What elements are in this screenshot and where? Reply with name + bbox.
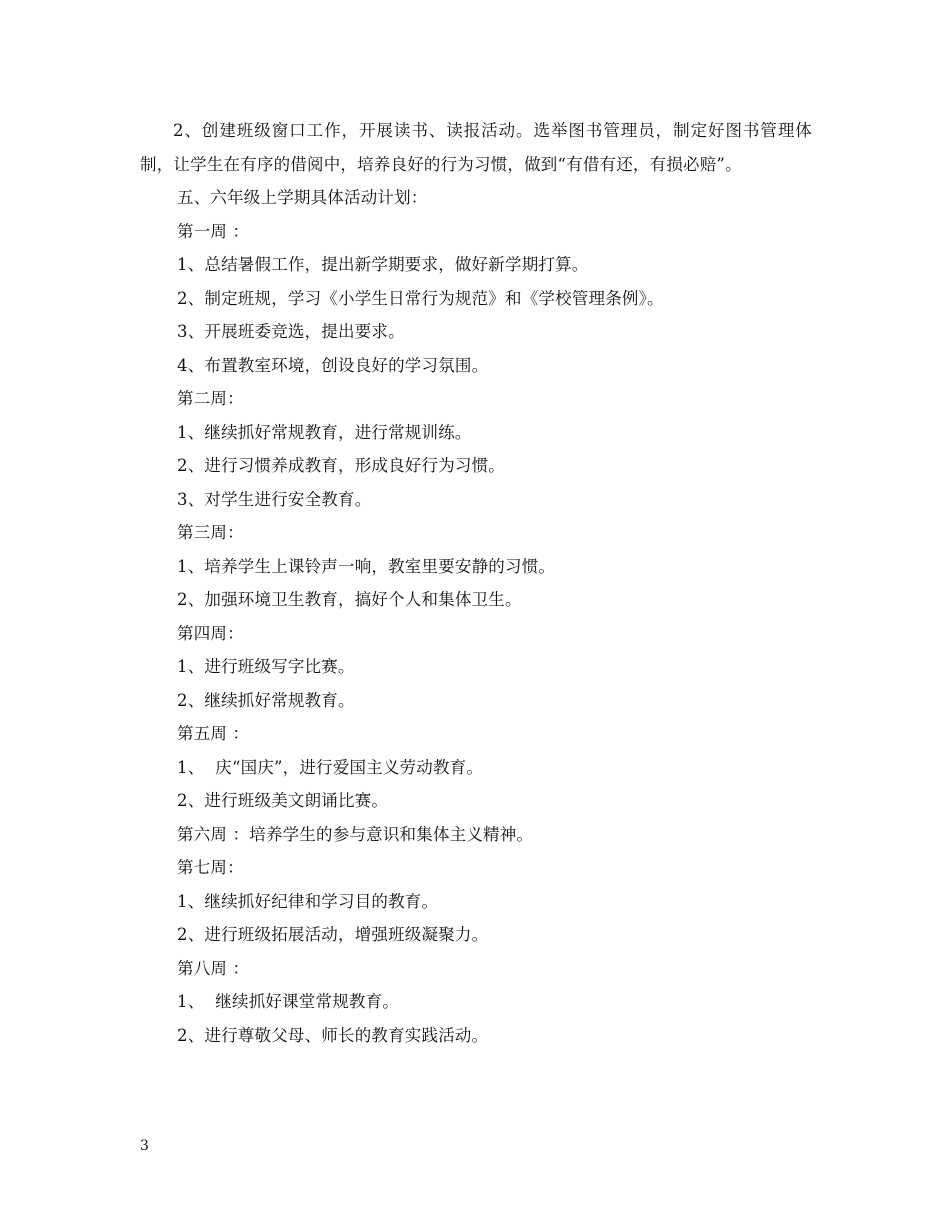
week-heading: 第四周： — [177, 623, 244, 643]
page-number: 3 — [140, 1138, 149, 1154]
plan-item: 2、进行班级美文朗诵比赛。 — [177, 791, 389, 810]
plan-item: 2、进行尊敬父母、师长的教育实践活动。 — [177, 1025, 489, 1045]
plan-item: 3、开展班委竞选，提出要求。 — [177, 322, 405, 341]
plan-item: 2、进行习惯养成教育，形成良好行为习惯。 — [177, 456, 505, 475]
plan-item: 1、 庆“国庆”，进行爱国主义劳动教育。 — [177, 757, 484, 777]
plan-item: 2、制定班规，学习《小学生日常行为规范》和《学校管理条例》。 — [177, 288, 664, 308]
plan-item: 2、加强环境卫生教育，搞好个人和集体卫生。 — [177, 590, 522, 609]
plan-item: 2、进行班级拓展活动，增强班级凝聚力。 — [177, 925, 489, 944]
plan-item: 2、继续抓好常规教育。 — [177, 690, 355, 710]
plan-item: 1、继续抓好纪律和学习目的教育。 — [177, 891, 439, 911]
plan-item: 1、继续抓好常规教育，进行常规训练。 — [177, 422, 472, 442]
week-heading: 第六周 ：培养学生的参与意识和集体主义精神。 — [177, 824, 534, 844]
week-heading: 第二周： — [177, 389, 244, 408]
plan-heading: 五、六年级上学期具体活动计划： — [177, 188, 428, 207]
week-heading: 第五周 ： — [177, 724, 250, 743]
week-heading: 第一周 ： — [177, 221, 250, 241]
week-heading: 第三周： — [177, 523, 244, 542]
week-heading: 第八周 ： — [177, 958, 250, 978]
plan-item: 1、进行班级写字比赛。 — [177, 657, 355, 676]
plan-item: 1、总结暑假工作，提出新学期要求，做好新学期打算。 — [177, 255, 589, 274]
plan-item: 4、布置教室环境，创设良好的学习氛围。 — [177, 355, 489, 375]
intro-paragraph: 2、创建班级窗口工作，开展读书、读报活动。选举图书管理员，制定好图书管理体制，让学生在有序的借阅中，培养良好的行为习惯，做到“有借有还，有损必赔”。 — [140, 121, 812, 174]
plan-item: 1、培养学生上课铃声一响，教室里要安静的习惯。 — [177, 556, 556, 576]
week-heading: 第七周： — [177, 858, 244, 877]
plan-item: 1、 继续抓好课堂常规教育。 — [177, 992, 399, 1011]
plan-item: 3、对学生进行安全教育。 — [177, 489, 372, 509]
document-body — [140, 114, 812, 1052]
